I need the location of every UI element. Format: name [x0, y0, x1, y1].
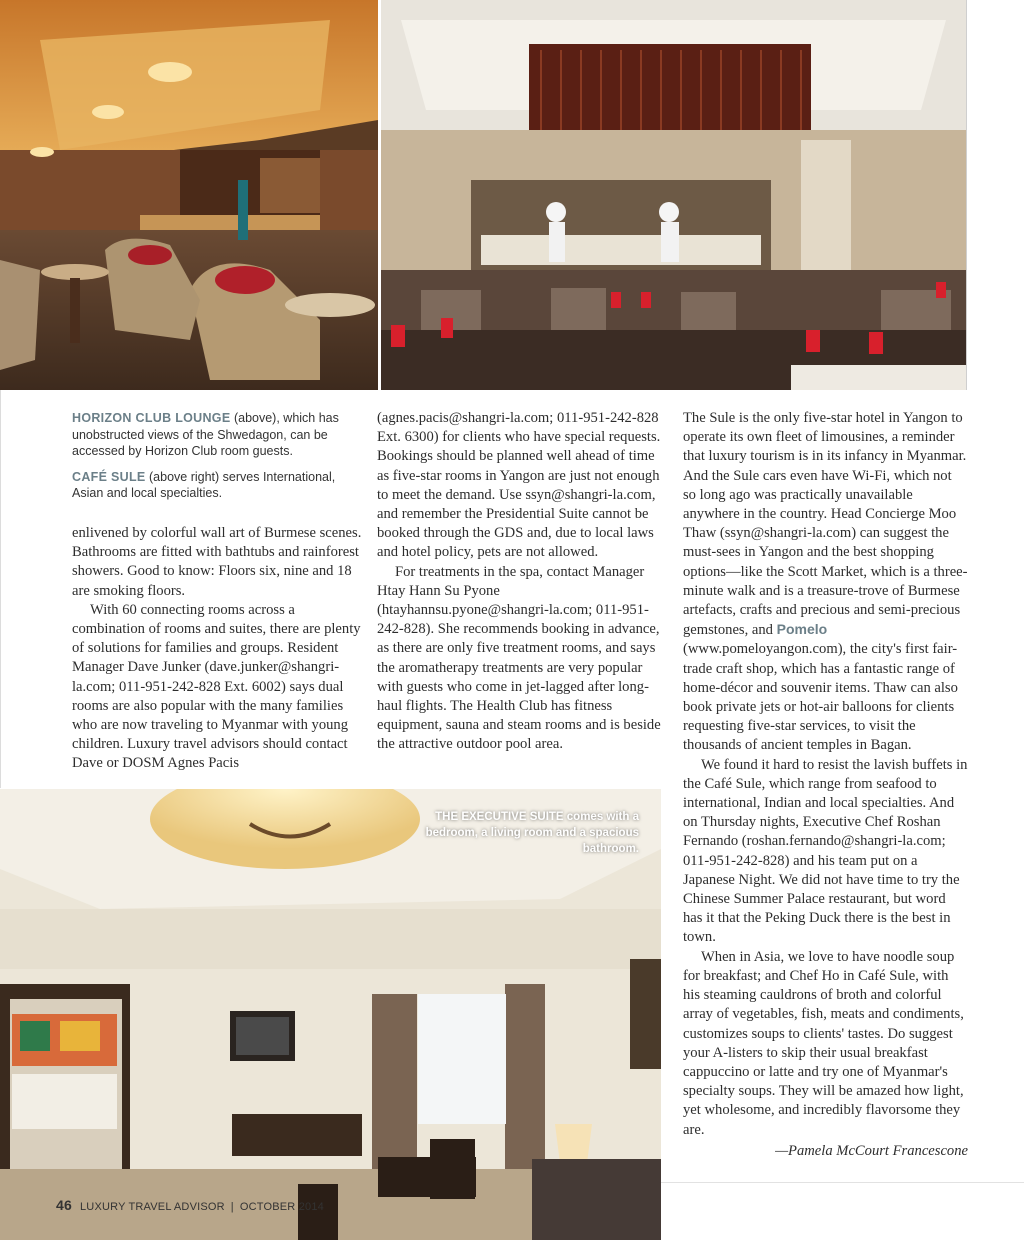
suite-caption-text: comes with a bedroom, a living room and a spacious bathroom.: [425, 811, 639, 855]
article-column-2: [377, 409, 663, 755]
lounge-caption: [72, 410, 362, 460]
pomelo-highlight: Pomelo: [776, 621, 828, 638]
page-footer: [56, 1197, 324, 1213]
paragraph: (agnes.pacis@shangri-la.com; 011-951-242-828 Ext. 6300) for clients who have special requests. Bookings should be planned well ahead of time as five-star rooms in Yangon are just not enough to meet the demand. Use ssyn@shangri-la.com, and remember the Presidential Suite cannot be booked through the GDS and, due to local laws and hotel policy, pets are not allowed.: [377, 410, 661, 561]
footer-separator: |: [230, 1201, 234, 1213]
footer-rule: [661, 1182, 1024, 1183]
issue-date: OCTOBER 2014: [239, 1201, 324, 1213]
lounge-caption-head: HORIZON CLUB LOUNGE: [72, 411, 231, 425]
paragraph-text: The Sule is the only five-star hotel in Yangon to operate its own fleet of limousines, a reminder that luxury tourism is in its infancy in Myanmar. And the Sule cars even have Wi-Fi, which not so long ago was practically unavailable anywhere in the country. Head Concierge Moo Thaw (ssyn@shangri-la.com) can suggest the must-sees in Yangon and the best shopping options—like the Scott Market, which is a three-minute walk and is a treasure-trove of Burmese artefacts, crafts and precious and semi-precious gemstones, and: [683, 410, 968, 639]
page-edge-rule: [0, 390, 1, 788]
author-byline: —Pamela McCourt Francescone: [775, 1142, 968, 1159]
paragraph: For treatments in the spa, contact Manager Htay Hann Su Pyone (htayhannsu.pyone@shangri-la.com; 011-951-242-828). She recommends booking in advance, as there are only five treatment rooms, and says the aromatherapy treatments are very popular with guests who come in jet-lagged after long-haul flights. The Health Club has fitness equipment, sauna and steam rooms and is beside the attractive outdoor pool area.: [377, 563, 661, 753]
cafe-caption: [72, 469, 362, 502]
paragraph: When in Asia, we love to have noodle soup for breakfast; and Chef Ho in Café Sule, with his steaming cauldrons of broth and colorful array of vegetables, fish, meats and condiments, customizes soups to clients' tastes. Do suggest your A-listers to skip their usual breakfast cappuccino or latte and try one of Myanmar's specialty soups. They will be amazed how light, yet wholesome, and incredibly flavorsome they are.: [683, 948, 964, 1138]
paragraph: [683, 409, 968, 756]
horizon-club-lounge-photo: [0, 0, 378, 390]
page-number: 46: [56, 1197, 72, 1213]
column-rule: [966, 0, 967, 390]
paragraph: We found it hard to resist the lavish buffets in the Café Sule, which range from seafood to international, Indian and local specialties. And on Thursday nights, Executive Chef Roshan Fernando (roshan.fernando@shangri-la.com; 011-951-242-828) and his team put on a Japanese Night. We did not have time to try the Chinese Summer Palace restaurant, but word has it that the Peking Duck there is the best in town.: [683, 756, 968, 946]
cafe-caption-head: CAFÉ SULE: [72, 469, 146, 484]
article-column-3: [683, 409, 968, 1161]
publication-name: LUXURY TRAVEL ADVISOR: [79, 1201, 225, 1213]
cafe-caption-text: (above right) serves International, Asian and local specialties.: [72, 469, 336, 500]
suite-caption: [419, 809, 639, 857]
article-column-1: [72, 524, 362, 774]
suite-caption-head: THE EXECUTIVE SUITE: [435, 811, 564, 823]
lounge-caption-text: (above), which has unobstructed views of the Shwedagon, can be accessed by Horizon Club room guests.: [72, 411, 339, 458]
paragraph-text: (www.pomeloyangon.com), the city's first fair-trade craft shop, which has a fantastic range of home-décor and souvenir items. Thaw can also book private jets or hot-air balloons for clients requesting five-star services, to visit the thousands of ancient temples in Bagan.: [683, 641, 958, 754]
photo-captions: [72, 410, 362, 511]
executive-suite-photo: [0, 789, 661, 1240]
cafe-sule-photo: [381, 0, 966, 390]
paragraph: enlivened by colorful wall art of Burmese scenes. Bathrooms are fitted with bathtubs and rainforest showers. Good to know: Floors six, nine and 18 are smoking floors.: [72, 525, 362, 599]
paragraph: With 60 connecting rooms across a combination of rooms and suites, there are plenty of solutions for families and groups. Resident Manager Dave Junker (dave.junker@shangri-la.com; 011-951-242-828 Ext. 6002) says dual rooms are also popular with the many families who are now traveling to Myanmar with young children. Luxury travel advisors should contact Dave or DOSM Agnes Pacis: [72, 601, 361, 772]
